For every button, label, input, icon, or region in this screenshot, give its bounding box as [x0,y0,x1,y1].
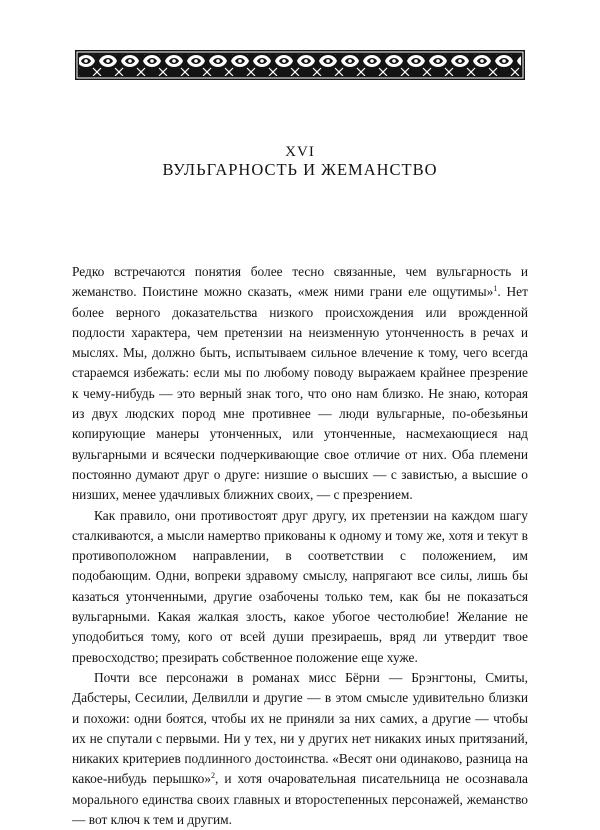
paragraph-1-text-a: Редко встречаются понятия более тесно связанные, чем вульгарность и жеманство. Поистине можно сказать, «меж ними грани еле ощутимы» [72,264,528,300]
footnote-ref-1: 1 [493,284,498,294]
footnote-ref-2: 2 [211,771,216,781]
paragraph-1 [72,262,528,506]
paragraph-3-text-b: , и хотя очаровательная писательница не осознавала морального единства своих главных и второстепенных персонажей, жеманство — вот ключ к тем и другим. [72,771,528,828]
chapter-number: XVI [285,144,315,160]
paragraph-3 [72,668,528,830]
ornament-band-icon [75,50,525,80]
chapter-body [72,262,528,830]
chapter-title: ВУЛЬГАРНОСТЬ И ЖЕМАНСТВО [162,160,438,179]
paragraph-2: Как правило, они противостоят друг другу, их претензии на каждом шагу сталкиваются, а мысли намертво прикованы к одному и тому же, хотя и текут в противоположном направлении, в соответствии с положением, им подобающим. Одни, вопреки здравому смыслу, напрягают все силы, лишь бы казаться утонченными, другие озабочены только тем, как бы не показаться вульгарными. Какая жалкая злость, какое убогое честолюбие! Желание не уподобиться тому, кого от всей души презираешь, вряд ли утвердит твое превосходство; презирать собственное положение еще хуже. [72,507,528,665]
paragraph-1-text-b: . Нет более верного доказательства низкого происхождения или врожденной подлости характера, чем претензии на неизменную утонченность в речах и мыслях. Мы, должно быть, испытываем сильное влечение к тому, чего всегда стараемся избежать: если мы по любому поводу выражаем крайнее презрение к чему-нибудь — это верный знак того, что оно нам близко. Не знаю, которая из двух людских пород мне противнее — люди вульгарные, по-обезьяньи копирующие манеры утонченных, или утонченные, насмехающиеся над вульгарными и всячески подчеркивающие свое отличие от них. Оба племени постоянно думают друг о друге: низшие о высших — с завистью, а высшие о низших, менее удачливых ближних своих, — с презрением. [72,284,528,503]
paragraph-3-text-a: Почти все персонажи в романах мисс Бёрни — Брэнгтоны, Смиты, Дабстеры, Сесилии, Делвилли и другие — в этом смысле удивительно близки и похожи: одни боятся, чтобы их не приняли за них самих, а другие — чтобы их не спутали с первыми. Ни у тех, ни у других нет никаких иных притязаний, никаких критериев подлинного достоинства. «Весят они одинаково, разница на какое-нибудь перышко» [72,669,528,787]
